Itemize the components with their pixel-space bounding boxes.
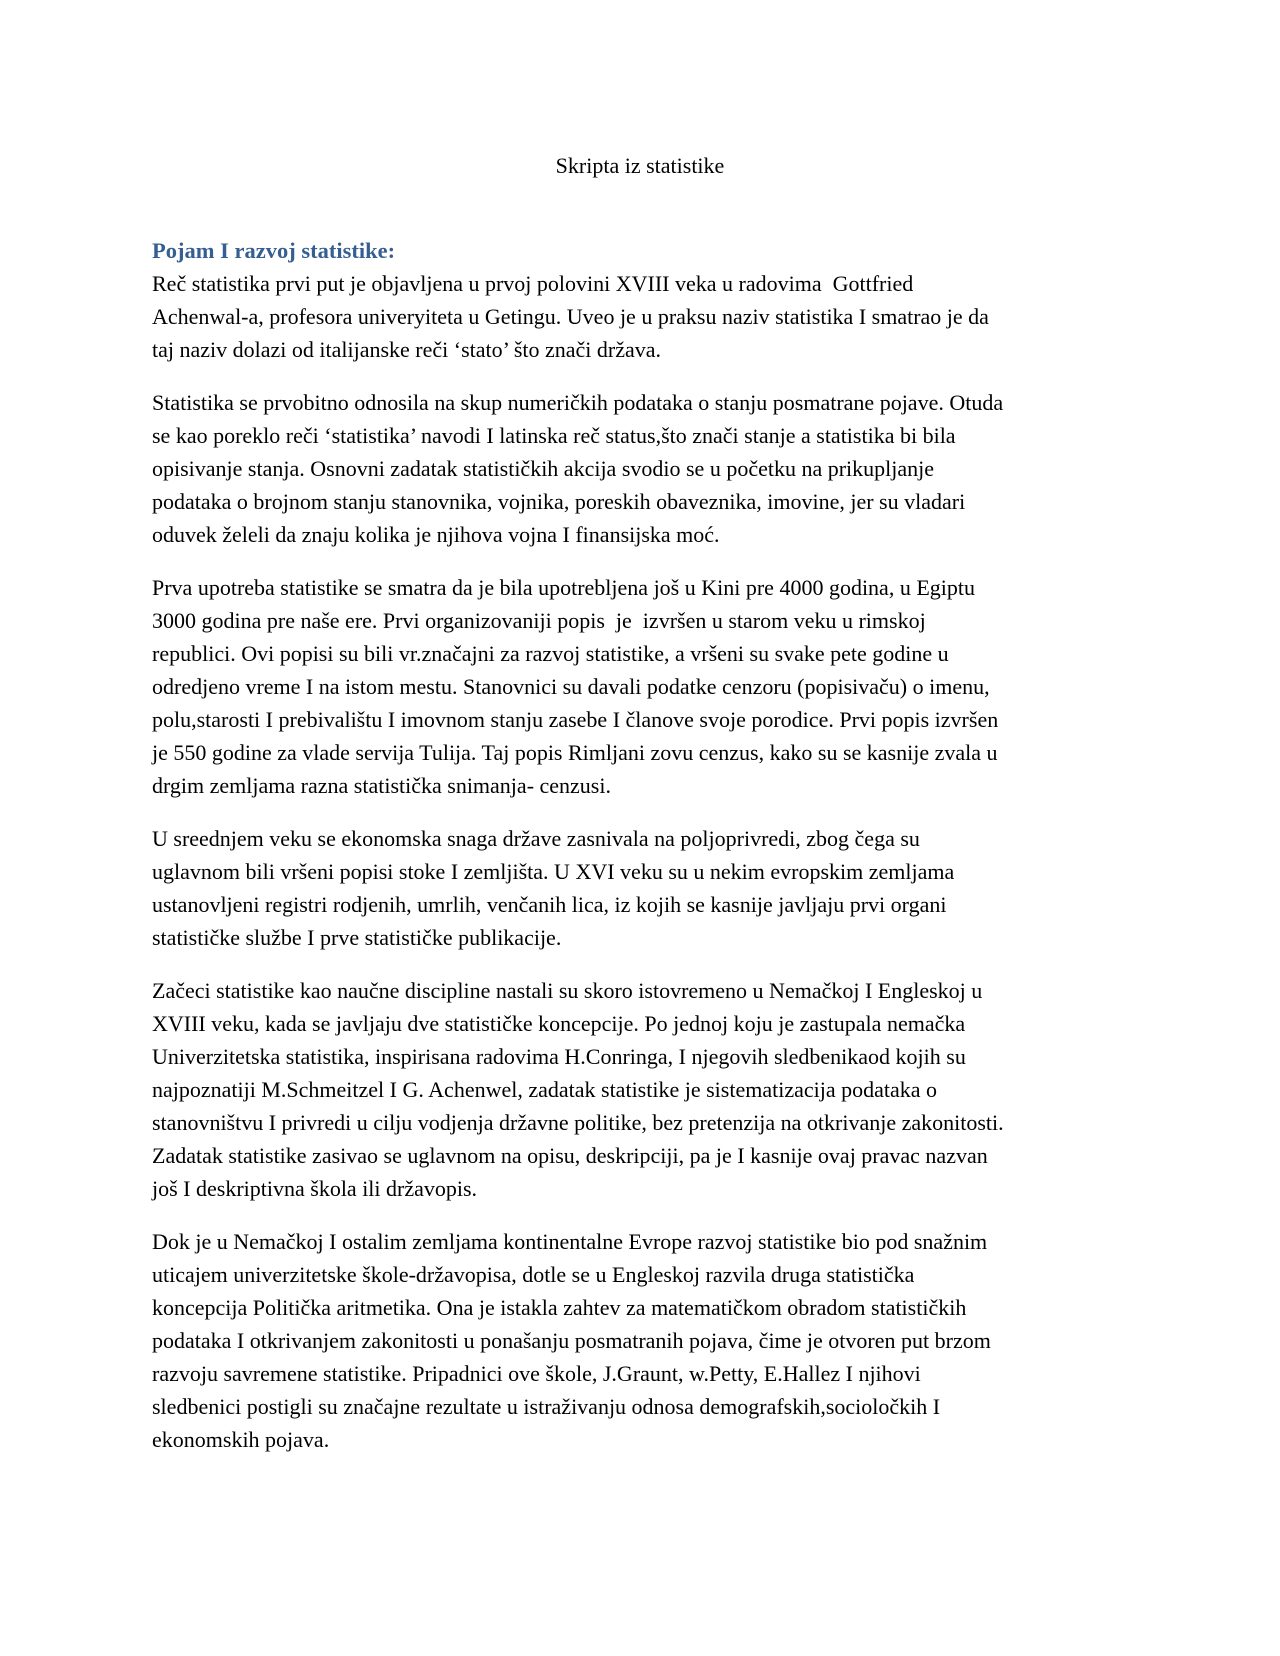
text-line: Dok je u Nemačkoj I ostalim zemljama kontinentalne Evrope razvoj statistike bio pod snažnim [152,1229,988,1254]
text-line: statističke službe I prve statističke publikacije. [152,925,562,950]
text-line: drgim zemljama razna statistička snimanja- cenzusi. [152,773,611,798]
text-line: najpoznatiji M.Schmeitzel I G. Achenwel, zadatak statistike je sistematizacija podataka o [152,1077,938,1102]
text-line: 3000 godina pre naše ere. Prvi organizovaniji popis je izvršen u starom veku u rimskoj [152,608,926,633]
text-line: oduvek želeli da znaju kolika je njihova vojna I finansijska moć. [152,522,720,547]
text-line: stanovništvu I privredi u cilju vodjenja državne politike, bez pretenzija na otkrivanje zakonitosti. [152,1110,1004,1135]
paragraph [152,386,1132,551]
text-line: U sreednjem veku se ekonomska snaga države zasnivala na poljoprivredi, zbog čega su [152,826,920,851]
text-line: ekonomskih pojava. [152,1427,330,1452]
text-line: XVIII veku, kada se javljaju dve statističke koncepcije. Po jednoj koju je zastupala nemačka [152,1011,966,1036]
text-line: Statistika se prvobitno odnosila na skup numeričkih podataka o stanju posmatrane pojave. Otuda [152,390,1004,415]
text-line: podataka o brojnom stanju stanovnika, vojnika, poreskih obaveznika, imovine, jer su vladari [152,489,966,514]
text-line: Reč statistika prvi put je objavljena u prvoj polovini XVIII veka u radovima Gottfried [152,271,914,296]
text-line: Univerzitetska statistika, inspirisana radovima H.Conringa, I njegovih sledbenikaod kojih su [152,1044,966,1069]
text-line: je 550 godine za vlade servija Tulija. Taj popis Rimljani zovu cenzus, kako su se kasnije zvala u [152,740,998,765]
text-line: Začeci statistike kao naučne discipline nastali su skoro istovremeno u Nemačkoj I Engleskoj u [152,978,983,1003]
paragraph [152,267,1132,366]
text-line: uglavnom bili vršeni popisi stoke I zemljišta. U XVI veku su u nekim evropskim zemljama [152,859,955,884]
text-line: uticajem univerzitetske škole-državopisa, dotle se u Engleskoj razvila druga statistička [152,1262,915,1287]
text-line: Achenwal-a, profesora univeryiteta u Getingu. Uveo je u praksu naziv statistika I smatrao je da [152,304,989,329]
text-line: Zadatak statistike zasivao se uglavnom na opisu, deskripciji, pa je I kasnije ovaj pravac nazvan [152,1143,988,1168]
text-line: republici. Ovi popisi su bili vr.značajni za razvoj statistike, a vršeni su svake pete godine u [152,641,949,666]
text-line: opisivanje stanja. Osnovni zadatak statističkih akcija svodio se u početku na prikupljanje [152,456,935,481]
text-line: se kao poreklo reči ‘statistika’ navodi I latinska reč status,što znači stanje a statistika bi bila [152,423,956,448]
document-body [152,234,1132,1476]
section-heading: Pojam I razvoj statistike: [152,238,396,263]
document-title: Skripta iz statistike [555,153,725,178]
text-line: ustanovljeni registri rodjenih, umrlih, venčanih lica, iz kojih se kasnije javljaju prvi organi [152,892,947,917]
text-line: polu,starosti I prebivalištu I imovnom stanju zasebe I članove svoje porodice. Prvi popis izvršen [152,707,999,732]
paragraph [152,1225,1132,1456]
text-line: koncepcija Politička aritmetika. Ona je istakla zahtev za matematičkom obradom statističkih [152,1295,967,1320]
text-line: razvoju savremene statistike. Pripadnici ove škole, J.Graunt, w.Petty, E.Hallez I njihovi [152,1361,921,1386]
text-line: još I deskriptivna škola ili državopis. [152,1176,478,1201]
text-line: Prva upotreba statistike se smatra da je bila upotrebljena još u Kini pre 4000 godina, u Egiptu [152,575,975,600]
text-line: sledbenici postigli su značajne rezultate u istraživanju odnosa demografskih,socioločkih I [152,1394,941,1419]
paragraph [152,822,1132,954]
paragraph [152,571,1132,802]
paragraph [152,974,1132,1205]
text-line: odredjeno vreme I na istom mestu. Stanovnici su davali podatke cenzoru (popisivaču) o imenu, [152,674,990,699]
text-line: taj naziv dolazi od italijanske reči ‘stato’ što znači država. [152,337,662,362]
text-line: podataka I otkrivanjem zakonitosti u ponašanju posmatranih pojava, čime je otvoren put brzom [152,1328,991,1353]
